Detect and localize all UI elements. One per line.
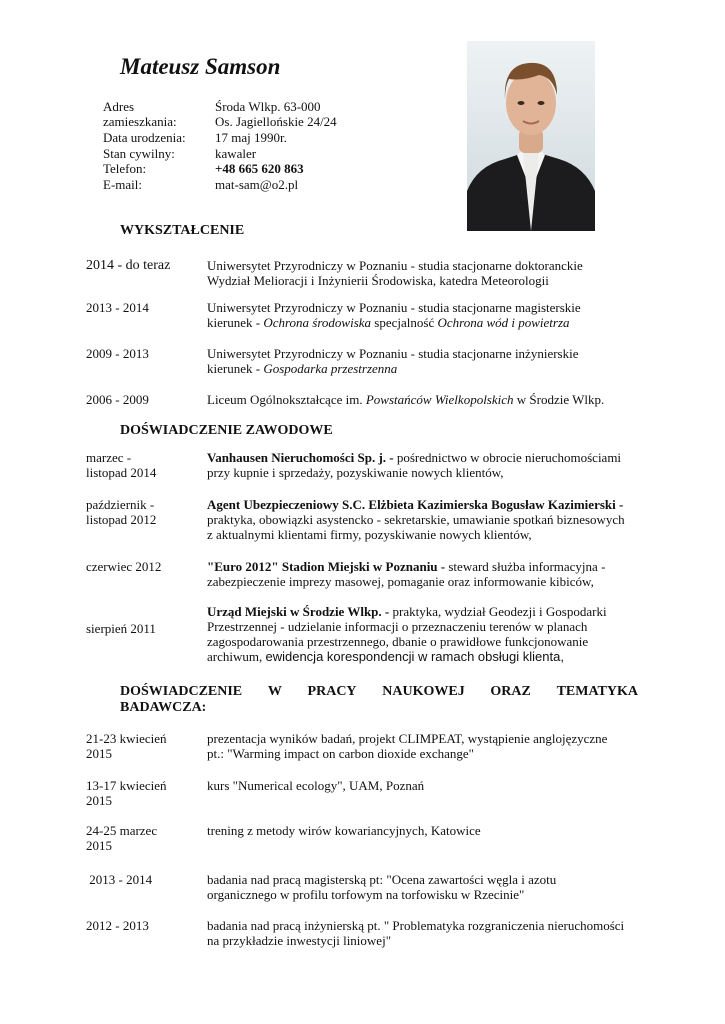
education-date: 2013 - 2014 [86,300,149,315]
education-date: 2009 - 2013 [86,346,149,361]
address-value: Środa Wlkp. 63-000 [215,99,321,114]
research-date: 2013 - 2014 [86,872,153,887]
address-label-2: zamieszkania: [103,114,177,129]
education-line: Uniwersytet Przyrodniczy w Poznaniu - studia stacjonarne inżynierskie [207,346,579,361]
education-line: kierunek - Gospodarka przestrzenna [207,361,398,376]
birth-label: Data urodzenia: [103,130,186,145]
employer-name: Agent Ubezpieczeniowy S.C. Elżbieta Kazimierska Bogusław Kazimierski - [207,497,624,512]
research-date: 2012 - 2013 [86,918,149,933]
research-description: kurs "Numerical ecology", UAM, Poznań [207,778,425,793]
education-description [207,258,638,288]
email-label: E-mail: [103,177,142,192]
research-date: 24-25 marzec 2015 [86,823,158,853]
marital-label: Stan cywilny: [103,146,175,161]
education-line: Uniwersytet Przyrodniczy w Poznaniu - studia stacjonarne magisterskie [207,300,581,315]
marital-value: kawaler [215,146,257,161]
research-heading: DOŚWIADCZENIE W PRACY NAUKOWEJ ORAZ TEMATYKA BADAWCZA: [120,684,638,715]
education-heading: WYKSZTAŁCENIE [120,223,245,238]
email-value: mat-sam@o2.pl [215,177,299,192]
address-value-2: Os. Jagiellońskie 24/24 [215,114,337,129]
employer-name: "Euro 2012" Stadion Miejski w Poznaniu - [207,559,446,574]
education-description: Liceum Ogólnokształcące im. Powstańców Wielkopolskich w Środzie Wlkp. [207,392,605,407]
address-label: Adres [103,99,135,114]
research-date: 21-23 kwiecień 2015 [86,731,167,761]
person-name: Mateusz Samson [120,54,281,79]
education-line: Wydział Melioracji i Inżynierii Środowiska, katedra Meteorologii [207,273,549,288]
experience-date: marzec - listopad 2014 [86,450,157,480]
employer-name: Vanhausen Nieruchomości Sp. j. - [207,450,394,465]
research-description: prezentacja wyników badań, projekt CLIMPEAT, wystąpienie anglojęzyczne pt.: "Warming impact on carbon dioxide exchange" [207,731,608,761]
research-date: 13-17 kwiecień 2015 [86,778,167,808]
birth-value: 17 maj 1990r. [215,130,287,145]
education-line: kierunek - Ochrona środowiska specjalność Ochrona wód i powietrza [207,315,570,330]
phone-label: Telefon: [103,161,147,176]
experience-description: Agent Ubezpieczeniowy S.C. Elżbieta Kazimierska Bogusław Kazimierski - praktyka, obowiązki asystencko - sekretarskie, umawianie spotkań biznesowych z aktualnymi klientami firmy, pozyskiwanie nowych klientów, [207,497,638,542]
research-description: trening z metody wirów kowariancyjnych, Katowice [207,823,481,838]
research-description: badania nad pracą magisterską pt: "Ocena zawartości węgla i azotu organicznego w profilu torfowym na torfowisku w Rzecinie" [207,872,557,902]
education-date: 2006 - 2009 [86,392,149,407]
employer-name: Urząd Miejski w Środzie Wlkp. - [207,604,390,619]
phone-value: +48 665 620 863 [215,161,304,176]
education-description [207,346,638,376]
experience-description: "Euro 2012" Stadion Miejski w Poznaniu - steward służba informacyjna - zabezpieczenie imprezy masowej, pomaganie oraz informowanie kibiców, [207,559,606,589]
education-date: 2014 - do teraz [86,258,171,273]
education-line: Uniwersytet Przyrodniczy w Poznaniu - studia stacjonarne doktoranckie [207,258,583,273]
experience-date: sierpień 2011 [86,621,156,636]
education-description [207,300,638,330]
experience-description: Urząd Miejski w Środzie Wlkp. - praktyka, wydział Geodezji i Gospodarki Przestrzennej - udzielanie informacji o przeznaczeniu terenów w planach zagospodarowania przestrzennego, dbanie o prawidłowe funkcjonowanie archiwum, ewidencja korespondencji w ramach obsługi klienta, [207,604,607,664]
profile-photo [467,41,595,231]
research-description: badania nad pracą inżynierską pt. " Problematyka rozgraniczenia nieruchomości na przykładzie inwestycji liniowej" [207,918,625,948]
experience-description: Vanhausen Nieruchomości Sp. j. - pośrednictwo w obrocie nieruchomościami przy kupnie i sprzedaży, pozyskiwanie nowych klientów, [207,450,622,480]
experience-heading: DOŚWIADCZENIE ZAWODOWE [120,423,333,438]
experience-date: czerwiec 2012 [86,559,162,574]
experience-date: październik - listopad 2012 [86,497,157,527]
